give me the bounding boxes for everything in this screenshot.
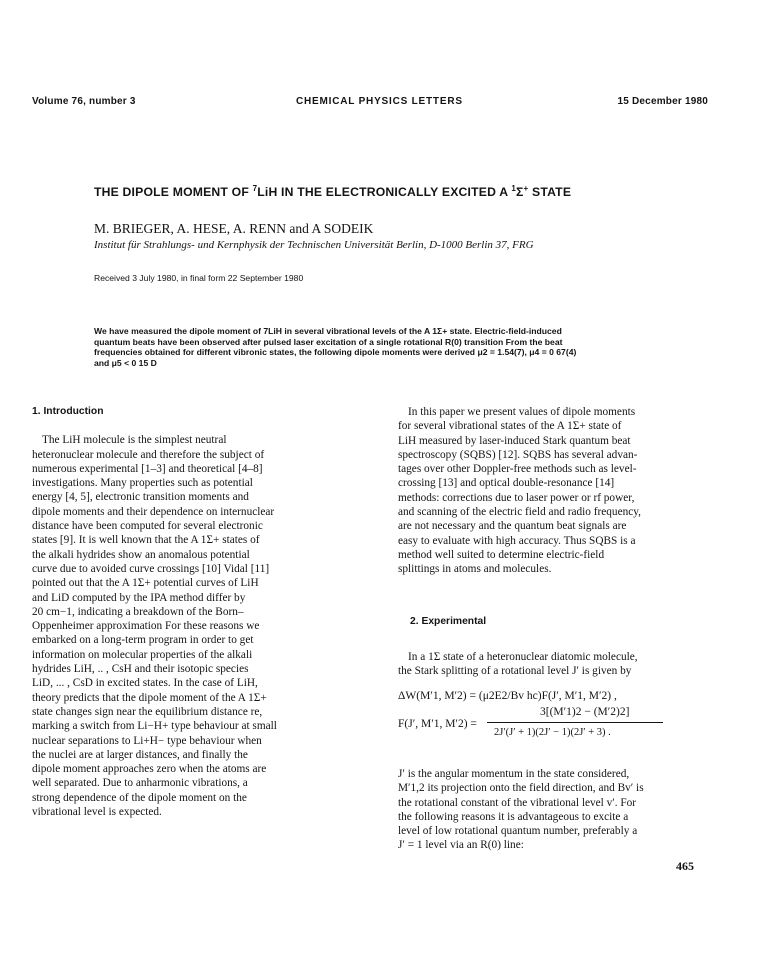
text-line: the Stark splitting of a rotational level J′ is given by [398, 665, 632, 678]
fraction-bar [487, 722, 663, 723]
section-heading-introduction: 1. Introduction [32, 406, 104, 417]
text-line: and scanning of the electric field and radio frequency, [398, 506, 641, 519]
text-line: splittings in atoms and molecules. [398, 563, 552, 576]
text-line: the following reasons it is advantageous to excite a [398, 810, 629, 823]
text-line: nuclear separations to Li+H− type behaviour when [32, 734, 262, 747]
post-equation-text [398, 767, 726, 853]
text-line: curve due to avoided curve crossings [10] Vidal [11] [32, 562, 270, 575]
equation-lhs: F(J′, M′1, M′2) = [398, 718, 477, 730]
text-line: LiD, ... , CsD in excited states. In the case of LiH, [32, 677, 258, 690]
text-line: information on molecular properties of the alkali [32, 648, 253, 661]
text-line: the alkali hydrides show an anomalous potential [32, 548, 250, 561]
text-line: dipole moments and their dependence on internuclear [32, 505, 275, 518]
abstract-line: We have measured the dipole moment of 7LiH in several vibrational levels of the A 1Σ+ state. Electric-field-induced [94, 326, 562, 336]
text-line: are not necessary and the quantum beat signals are [398, 520, 627, 533]
author-list: M. BRIEGER, A. HESE, A. RENN and A SODEIK [94, 221, 374, 236]
text-line: spectroscopy (SQBS) [12]. SQBS has several advan- [398, 448, 638, 461]
text-line: crossing [13] and optical double-resonance [14] [398, 477, 615, 490]
received-date: Received 3 July 1980, in final form 22 September 1980 [94, 273, 304, 283]
section-heading-experimental: 2. Experimental [410, 616, 487, 627]
text-line: In a 1Σ state of a heteronuclear diatomic molecule, [408, 651, 638, 663]
text-line: the nuclei are at larger distances, and finally the [32, 748, 248, 761]
text-line: energy [4, 5], electronic transition moments and [32, 491, 249, 504]
text-line: distance have been computed for several electronic [32, 520, 263, 533]
left-column [32, 405, 368, 819]
text-line: J′ = 1 level via an R(0) line: [398, 839, 524, 852]
page-number: 465 [676, 859, 694, 873]
paper-title: THE DIPOLE MOMENT OF $^7$LiH IN THE ELECTRONICALLY EXCITED A $^1$Σ+ STATE [94, 183, 572, 199]
text-line: easy to evaluate with high accuracy. Thus SQBS is a [398, 534, 636, 547]
text-line: M′1,2 its projection onto the field direction, and Bv′ is [398, 782, 644, 795]
right-column [398, 405, 726, 577]
equation-numerator: 3[(M′1)2 − (M′2)2] [540, 706, 630, 718]
abstract-line: frequencies obtained for different vibronic states, the following dipole moments were derived μ2 = 1.54(7), μ4 = 0 67(4) [94, 347, 577, 358]
text-line: dipole moment approaches zero when the atoms are [32, 763, 267, 776]
text-line: for several vibrational states of the A 1Σ+ state of [398, 420, 622, 433]
text-line: level of low rotational quantum number, preferably a [398, 825, 638, 838]
stark-splitting-equation: ΔW(M′1, M′2) = (μ2E2/Bv hc)F(J′, M′1, M′2) , [398, 690, 617, 702]
text-line: state changes sign near the equilibrium distance re, [32, 705, 263, 718]
text-line: tages over other Doppler-free methods such as level- [398, 463, 637, 476]
journal-name: CHEMICAL PHYSICS LETTERS [296, 96, 463, 107]
text-line: marking a switch from Li−H+ type behaviour at small [32, 720, 277, 733]
text-line: hydrides LiH, .. , CsH and their isotopic species [32, 663, 249, 676]
journal-volume: Volume 76, number 3 [32, 96, 136, 107]
text-line: well separated. Due to anharmonic vibrations, a [32, 777, 248, 790]
text-line: The LiH molecule is the simplest neutral [42, 434, 227, 447]
text-line: method well suited to determine electric-field [398, 548, 605, 561]
text-line: vibrational level is expected. [32, 806, 162, 819]
text-line: embarked on a long-term program in order to get [32, 634, 254, 647]
text-line: J′ is the angular momentum in the state considered, [398, 768, 630, 780]
text-line: numerous experimental [1–3] and theoretical [4–8] [32, 462, 263, 475]
text-line: Oppenheimer approximation For these reasons we [32, 620, 260, 633]
abstract-line: and μ5 < 0 15 D [94, 358, 157, 369]
text-line: pointed out that the A 1Σ+ potential curves of LiH [32, 577, 259, 590]
text-line: In this paper we present values of dipole moments [408, 406, 636, 418]
introduction-text [32, 433, 368, 819]
text-line: heteronuclear molecule and therefore the subject of [32, 448, 265, 461]
experimental-text [398, 650, 726, 679]
equation-denominator: 2J′(J′ + 1)(2J′ − 1)(2J′ + 3) . [494, 727, 611, 738]
text-line: strong dependence of the dipole moment on the [32, 791, 247, 804]
issue-date: 15 December 1980 [617, 96, 708, 107]
intro-continuation-text [398, 405, 726, 577]
text-line: methods: corrections due to laser power or rf power, [398, 491, 635, 504]
text-line: states [9]. It is well known that the A 1Σ+ states of [32, 534, 260, 547]
text-line: the rotational constant of the vibrational level v′. For [398, 796, 637, 809]
text-line: 20 cm−1, indicating a breakdown of the Born– [32, 605, 244, 618]
affiliation: Institut für Strahlungs- und Kernphysik der Technischen Universität Berlin, D-1000 Berlin 37, FRG [94, 239, 534, 251]
abstract-line: quantum beats have been observed after pulsed laser excitation of a single rotational R(0) transition From the beat [94, 336, 563, 347]
text-line: investigations. Many properties such as potential [32, 477, 253, 490]
abstract [94, 326, 710, 369]
text-line: theory predicts that the dipole moment of the A 1Σ+ [32, 691, 267, 704]
text-line: LiH measured by laser-induced Stark quantum beat [398, 434, 631, 447]
text-line: and LiD computed by the IPA method differ by [32, 591, 246, 604]
